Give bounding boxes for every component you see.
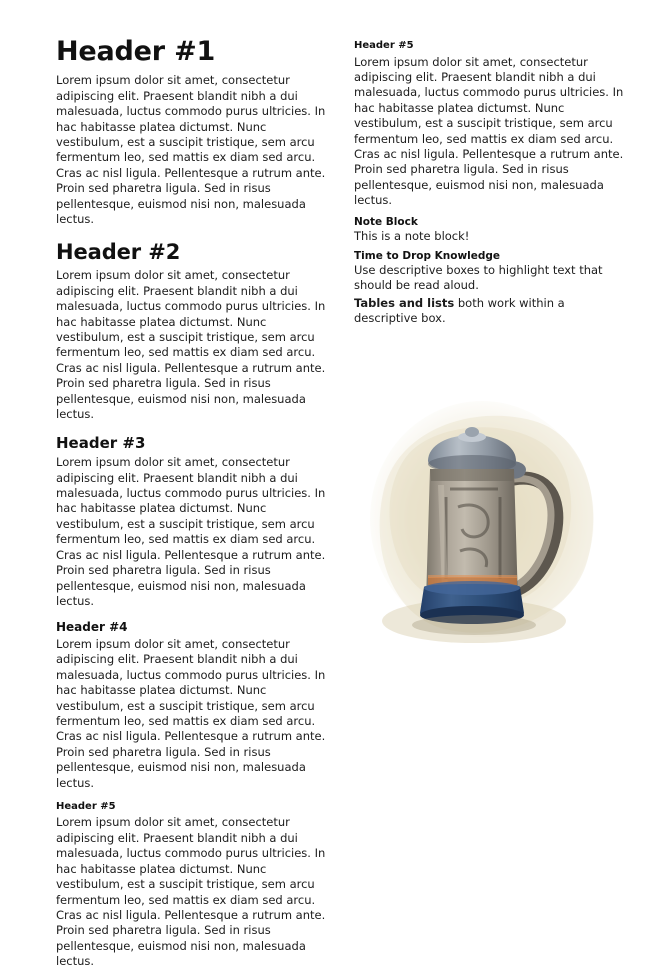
tables-lists-rest: both work within a descriptive box. xyxy=(354,295,565,326)
right-header-5: Header #5 xyxy=(354,40,414,51)
header-2: Header #2 xyxy=(56,240,181,265)
two-column-layout xyxy=(56,36,624,972)
header-1: Header #1 xyxy=(56,36,216,67)
header-4: Header #4 xyxy=(56,620,128,635)
drop-knowledge-title: Time to Drop Knowledge xyxy=(354,249,501,262)
tables-lists-bold: Tables and lists xyxy=(354,295,455,310)
tables-lists-text xyxy=(354,296,624,327)
illustration-container xyxy=(354,369,624,669)
right-column xyxy=(354,38,624,669)
paragraph-4: Lorem ipsum dolor sit amet, consectetur adipiscing elit. Praesent blandit nibh a dui malesuada, luctus commodo purus ultricies. In hac habitasse platea dictumst. Nunc vestibulum, est a suscipit tristique, sem arcu fermentum leo, sed mattis ex diam sed arcu. Cras ac nisl ligula. Pellentesque a rutrum ante. Proin sed pharetra ligula. Sed in risus pellentesque, euismod nisi non, malesuada lectus. xyxy=(56,636,326,790)
descriptive-box-text: Use descriptive boxes to highlight text that should be read aloud. xyxy=(354,262,603,293)
left-column xyxy=(56,38,326,972)
paragraph-2: Lorem ipsum dolor sit amet, consectetur adipiscing elit. Praesent blandit nibh a dui malesuada, luctus commodo purus ultricies. In hac habitasse platea dictumst. Nunc vestibulum, est a suscipit tristique, sem arcu fermentum leo, sed mattis ex diam sed arcu. Cras ac nisl ligula. Pellentesque a rutrum ante. Proin sed pharetra ligula. Sed in risus pellentesque, euismod nisi non, malesuada lectus. xyxy=(56,268,326,422)
note-block-title: Note Block xyxy=(354,215,418,228)
right-paragraph: Lorem ipsum dolor sit amet, consectetur adipiscing elit. Praesent blandit nibh a dui malesuada, luctus commodo purus ultricies. In hac habitasse platea dictumst. Nunc vestibulum, est a suscipit tristique, sem arcu fermentum leo, sed mattis ex diam sed arcu. Cras ac nisl ligula. Pellentesque a rutrum ante. Proin sed pharetra ligula. Sed in risus pellentesque, euismod nisi non, malesuada lectus. xyxy=(354,54,624,208)
header-3: Header #3 xyxy=(56,433,146,452)
paragraph-5: Lorem ipsum dolor sit amet, consectetur adipiscing elit. Praesent blandit nibh a dui malesuada, luctus commodo purus ultricies. In hac habitasse platea dictumst. Nunc vestibulum, est a suscipit tristique, sem arcu fermentum leo, sed mattis ex diam sed arcu. Cras ac nisl ligula. Pellentesque a rutrum ante. Proin sed pharetra ligula. Sed in risus pellentesque, euismod nisi non, malesuada lectus. xyxy=(56,815,326,969)
paragraph-3: Lorem ipsum dolor sit amet, consectetur adipiscing elit. Praesent blandit nibh a dui malesuada, luctus commodo purus ultricies. In hac habitasse platea dictumst. Nunc vestibulum, est a suscipit tristique, sem arcu fermentum leo, sed mattis ex diam sed arcu. Cras ac nisl ligula. Pellentesque a rutrum ante. Proin sed pharetra ligula. Sed in risus pellentesque, euismod nisi non, malesuada lectus. xyxy=(56,455,326,608)
note-block-text: This is a note block! xyxy=(354,228,470,243)
beer-stein-illustration xyxy=(354,369,624,669)
header-5: Header #5 xyxy=(56,800,116,812)
paragraph-1: Lorem ipsum dolor sit amet, consectetur adipiscing elit. Praesent blandit nibh a dui malesuada, luctus commodo purus ultricies. In hac habitasse platea dictumst. Nunc vestibulum, est a suscipit tristique, sem arcu fermentum leo, sed mattis ex diam sed arcu. Cras ac nisl ligula. Pellentesque a rutrum ante. Proin sed pharetra ligula. Sed in risus pellentesque, euismod nisi non, malesuada lectus. xyxy=(56,73,326,226)
stein-shadow xyxy=(412,615,536,635)
